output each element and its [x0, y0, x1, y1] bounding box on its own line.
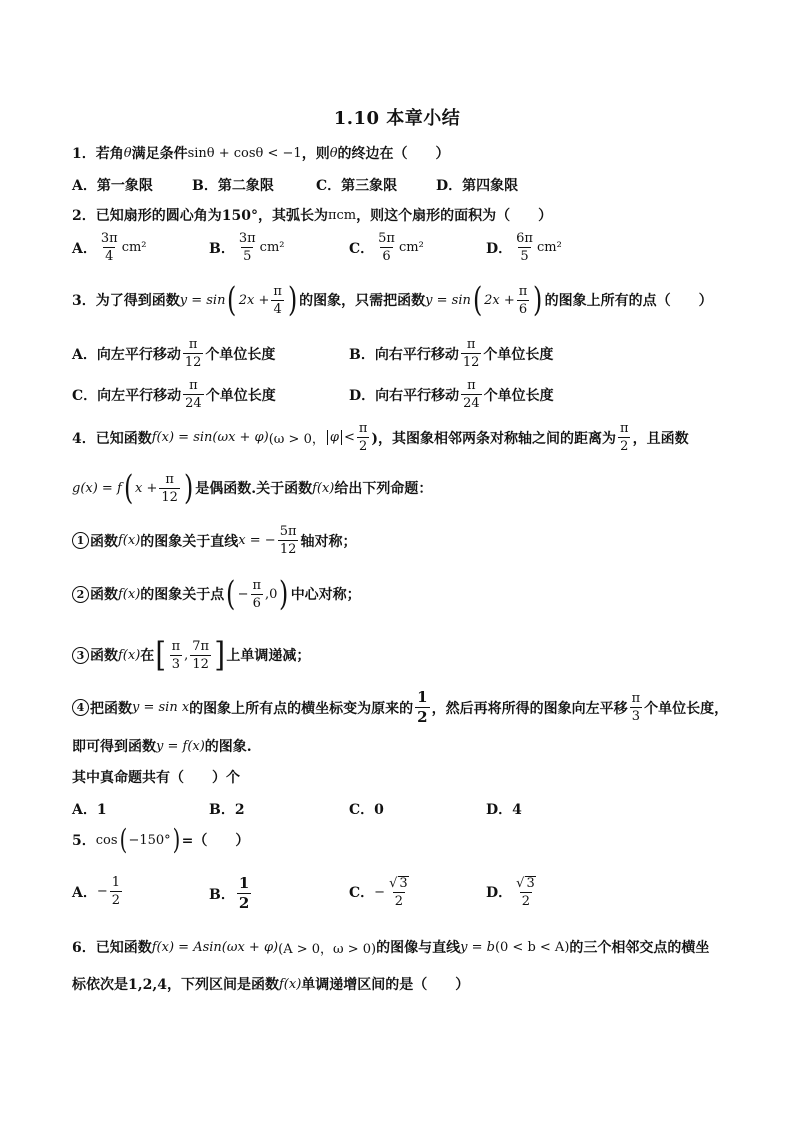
- q4-text-b: ，且函数: [632, 430, 689, 447]
- q5-cos: cos: [95, 832, 118, 848]
- q5-option-a[interactable]: [72, 876, 124, 907]
- q6-text-d: 标依次是1,2,4，下列区间是函数: [72, 977, 279, 993]
- q5-option-c[interactable]: C． − $\frac{√ 3}{2}$: [349, 876, 408, 909]
- q3-b-num: π: [466, 337, 476, 352]
- q3-func1-prefix: y = sin: [179, 292, 226, 308]
- q3-text-a: 3．为了得到函数: [72, 293, 180, 309]
- q4-proposition-4: [72, 690, 728, 725]
- q6-condition: (A > 0，ω > 0): [278, 941, 377, 957]
- q4-ask: 其中真命题共有（ ）个: [72, 770, 240, 786]
- q4-text-c: )，其图象相邻两条对称轴之间的距离为: [371, 430, 617, 447]
- q4-p3-mark: 3: [72, 647, 89, 664]
- q5-b-den: 2: [238, 894, 250, 912]
- q2-b-den: 5: [243, 249, 252, 264]
- q1-text-a: 1．若角: [72, 146, 124, 162]
- q1-text-b: 满足条件: [131, 146, 188, 162]
- q4-p2-neg: −: [237, 586, 249, 602]
- question-4-stem-line2: g(x) = f ( x + $\frac{\pi}{12}$ ) 是偶函数.关于函数 f(x) 给出下列命题：: [72, 468, 433, 508]
- q3-a-num: π: [188, 337, 198, 352]
- q3-text-c: 的图象上所有的点（ ）: [544, 293, 713, 309]
- q4-option-c[interactable]: C．0: [349, 802, 384, 818]
- q3-d-label: D．向右平行移动: [349, 387, 460, 404]
- q2-option-a-label: A．: [72, 240, 97, 257]
- q5-a-num: 1: [111, 875, 121, 890]
- q2-arc-length: πcm: [327, 207, 357, 223]
- q4-text-a: 4．已知函数: [72, 430, 152, 447]
- q4-proposition-3: 3 函数 f(x) 在 [ $\frac{\pi}{3}$ , $\frac{7\pi}{12}$ ] 上单调递减；: [72, 638, 310, 672]
- q4-proposition-2: 2 函数 f(x) 的图象关于点 ( − $\frac{\pi}{6}$ ,0 ) 中心对称；: [72, 577, 361, 611]
- q4-proposition-1: [72, 525, 357, 556]
- q3-option-b[interactable]: [349, 338, 553, 369]
- q3-func1-num: π: [273, 283, 282, 299]
- q5-d-label: D．: [486, 885, 513, 901]
- q4-g-prefix: g(x) = f: [72, 480, 122, 496]
- q2-a-unit: cm²: [121, 240, 147, 255]
- q4-p1-a: 函数: [90, 533, 118, 550]
- q3-b-label: B．向右平行移动: [349, 346, 459, 363]
- q2-d-num: 6π: [516, 231, 533, 246]
- q1-text-c: ，则: [301, 146, 330, 162]
- q4-option-b[interactable]: B．2: [209, 802, 245, 818]
- q5-c-den: 2: [394, 894, 403, 909]
- q6-text-b: 的图像与直线: [376, 940, 461, 956]
- q4-p3-b: 在: [140, 648, 155, 664]
- q4-p3-fx: f(x): [118, 647, 141, 663]
- q4-dist-num: π: [620, 421, 629, 436]
- q2-option-b[interactable]: [209, 232, 285, 263]
- q6-text-a: 6．已知函数: [72, 940, 152, 956]
- q6-fx: f(x): [278, 976, 302, 992]
- q1-option-b[interactable]: B．第二象限: [192, 178, 274, 194]
- q4-p2-fx: f(x): [118, 586, 141, 602]
- q4-p1-eq: x = −: [238, 533, 276, 548]
- q2-a-num: 3π: [100, 231, 118, 246]
- q3-func1-inner: 2x +: [238, 292, 270, 308]
- q4-option-d[interactable]: D．4: [486, 802, 522, 818]
- q4-dist-den: 2: [620, 439, 629, 454]
- q5-c-num: 3: [399, 876, 408, 891]
- q4-fx: f(x): [312, 480, 335, 496]
- q4-p3-a: 函数: [90, 648, 118, 664]
- q4-p4-a: 把函数: [90, 700, 132, 717]
- q4-p2-num: π: [252, 577, 262, 593]
- q4-function: f(x) = sin(ωx + φ): [151, 430, 269, 445]
- q2-option-c[interactable]: [349, 232, 424, 263]
- q4-g-inner: x +: [135, 480, 158, 496]
- q1-text-d: 的终边在（ ）: [337, 146, 450, 162]
- question-2-stem: [72, 205, 552, 225]
- q4-p1-num: 5π: [279, 524, 297, 539]
- q1-option-a[interactable]: A．第一象限: [72, 178, 153, 194]
- q4-p4-b: 的图象上所有点的横坐标变为原来的: [189, 700, 414, 717]
- q4-p3-num2: 7π: [192, 638, 210, 654]
- question-1-stem: [72, 143, 450, 163]
- q4-condition-a: (ω > 0，: [268, 432, 325, 447]
- q4-g-num: π: [165, 471, 174, 487]
- q2-option-a[interactable]: [72, 232, 147, 263]
- q4-p2-mark: 2: [72, 586, 89, 603]
- q4-p1-den: 12: [279, 542, 297, 557]
- q1-option-c[interactable]: C．第三象限: [316, 178, 398, 194]
- q4-p3-den1: 3: [171, 656, 180, 672]
- q5-text-a: 5．: [72, 833, 96, 849]
- q3-func2-inner: 2x +: [484, 292, 515, 308]
- q2-c-den: 6: [382, 249, 391, 264]
- q2-c-num: 5π: [378, 231, 395, 246]
- q2-option-c-label: C．: [349, 240, 375, 257]
- q4-p1-b: 的图象关于直线: [140, 533, 239, 550]
- q4-p4-num: 1: [417, 688, 428, 706]
- q4-g-den: 12: [161, 489, 178, 505]
- q1-theta: θ: [123, 145, 132, 161]
- q4-cond-num: π: [358, 421, 368, 436]
- q3-text-b: 的图象，只需把函数: [299, 293, 426, 309]
- question-6-stem-line1: [72, 937, 709, 957]
- question-5-stem: 5． cos ( −150° ) =（ ）: [72, 823, 250, 856]
- q6-function: f(x) = Asin(ωx + φ): [151, 939, 279, 955]
- q6-text-e: 单调递增区间的是（ ）: [301, 977, 470, 993]
- q2-option-d-label: D．: [486, 240, 513, 257]
- q4-p2-a: 函数: [90, 587, 118, 603]
- q3-func1-den: 4: [273, 301, 282, 317]
- q4-p3-den2: 12: [192, 656, 209, 672]
- q4-p2-zero: ,0: [265, 586, 278, 602]
- q3-a-den: 12: [184, 355, 202, 370]
- q3-d-tail: 个单位长度: [483, 387, 554, 404]
- q2-d-den: 5: [520, 249, 529, 264]
- q4-p2-den: 6: [252, 595, 261, 611]
- q2-a-den: 4: [105, 249, 114, 264]
- q4-p4-den: 2: [417, 708, 428, 726]
- q6-condition-2: (0 < b < A): [494, 939, 570, 955]
- q4-cond-den: 2: [358, 439, 368, 454]
- q5-option-d[interactable]: D． $\frac{√ 3}{2}$: [486, 876, 535, 909]
- q5-arg: −150°: [128, 832, 171, 848]
- q3-func2-num: π: [518, 283, 528, 299]
- q4-p1-mark: 1: [72, 532, 89, 549]
- q5-b-num: 1: [238, 874, 250, 892]
- q4-proposition-4-line2: [72, 736, 252, 756]
- q5-option-b[interactable]: [209, 876, 253, 911]
- q5-d-den: 2: [521, 894, 531, 909]
- q4-text-d: 给出下列命题：: [334, 481, 433, 497]
- q5-c-label: C．: [349, 885, 375, 901]
- q3-option-d[interactable]: [349, 379, 554, 410]
- q2-d-unit: cm²: [536, 240, 562, 255]
- q3-a-tail: 个单位长度: [205, 346, 276, 363]
- q4-p4-d: 个单位长度，: [644, 700, 729, 717]
- q4-p2-b: 的图象关于点: [140, 587, 225, 603]
- q4-p3-c: 上单调递减；: [226, 648, 311, 664]
- q2-b-unit: cm²: [259, 240, 285, 255]
- q4-p2-c: 中心对称；: [290, 587, 361, 603]
- q4-p1-fx: f(x): [118, 533, 141, 548]
- q4-p4-l2-eq: y = f(x): [156, 738, 205, 754]
- q3-c-den: 24: [185, 396, 202, 411]
- q1-option-d[interactable]: D．第四象限: [436, 178, 519, 194]
- q6-text-c: 的三个相邻交点的横坐: [569, 940, 710, 956]
- q2-c-unit: cm²: [398, 240, 424, 255]
- q5-a-sign: −: [96, 884, 108, 899]
- q4-option-a[interactable]: A．1: [72, 802, 107, 818]
- q5-b-label: B．: [209, 886, 235, 903]
- q4-p4-l2-b: 的图象.: [204, 739, 252, 755]
- q3-b-tail: 个单位长度: [483, 346, 554, 363]
- question-4-stem-line1: [72, 422, 689, 453]
- q3-b-den: 12: [462, 355, 480, 370]
- q4-p4-l2-a: 即可得到函数: [72, 739, 156, 755]
- q3-c-tail: 个单位长度: [205, 387, 276, 404]
- q3-c-num: π: [189, 378, 198, 393]
- q1-theta-2: θ: [329, 145, 338, 161]
- q3-c-label: C．向左平行移动: [72, 387, 182, 404]
- q5-c-sign: −: [374, 884, 386, 900]
- question-3-stem: 3．为了得到函数 y = sin ( 2x + $\frac{\pi}{4}$ ) 的图象，只需把函数 y = sin ( 2x + $\frac{\pi}{6}$ ) 的图象上所有的点（ ）: [72, 280, 713, 320]
- q2-text-b: ，则这个扇形的面积为（ ）: [356, 208, 553, 224]
- q3-option-c[interactable]: [72, 379, 276, 410]
- q4-condition-b: <: [343, 430, 355, 445]
- q5-a-label: A．: [72, 884, 97, 901]
- q4-p4-mark: 4: [72, 699, 89, 716]
- q4-phi-abs: φ: [327, 430, 342, 445]
- page-title: 1.10 本章小结: [333, 108, 461, 129]
- q4-p4-eq: y = sin x: [132, 700, 190, 715]
- q4-p4-den2: 3: [631, 709, 641, 724]
- q5-d-num: 3: [526, 876, 535, 891]
- q4-p3-num1: π: [171, 638, 181, 654]
- q6-line: y = b: [460, 939, 495, 955]
- q4-p4-num2: π: [631, 691, 641, 706]
- q3-d-num: π: [467, 378, 476, 393]
- q4-text-c2: 是偶函数.关于函数: [195, 481, 313, 497]
- q2-option-b-label: B．: [209, 240, 235, 257]
- q1-condition: sinθ + cosθ < −1: [187, 145, 302, 161]
- q3-a-label: A．向左平行移动: [72, 346, 181, 363]
- q3-option-a[interactable]: [72, 338, 275, 369]
- q4-p4-c: ，然后再将所得的图象向左平移: [431, 700, 628, 717]
- q3-func2-den: 6: [518, 301, 528, 317]
- q3-func2-prefix: y = sin: [425, 292, 471, 308]
- q2-option-d[interactable]: [486, 232, 562, 263]
- q3-d-den: 24: [463, 396, 480, 411]
- q2-b-num: 3π: [238, 231, 256, 246]
- q5-text-b: =（ ）: [181, 833, 250, 849]
- question-6-stem-line2: [72, 974, 469, 994]
- q4-p1-c: 轴对称；: [300, 533, 357, 550]
- q5-a-den: 2: [111, 893, 121, 908]
- q2-text-a: 2．已知扇形的圆心角为150°，其弧长为: [72, 208, 328, 224]
